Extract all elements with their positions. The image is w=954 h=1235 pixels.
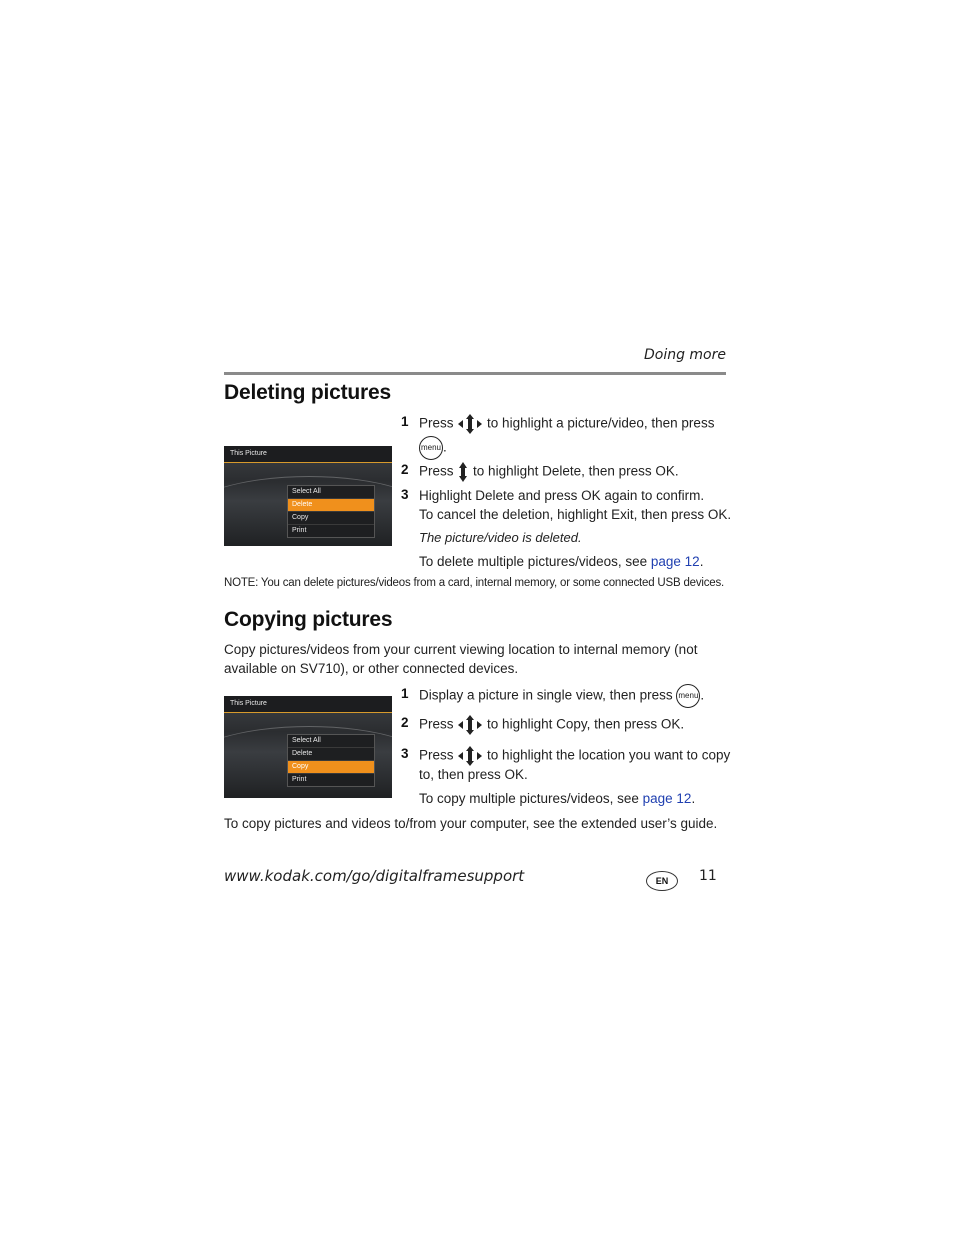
step-number: 1 — [401, 414, 409, 429]
delete-multiple: To delete multiple pictures/videos, see page 12. — [419, 554, 704, 569]
menu-item-delete: Delete — [288, 748, 374, 761]
delete-step-1: Press to highlight a picture/video, then press — [419, 413, 714, 435]
copy-step-1: Display a picture in single view, then press menu . — [419, 684, 704, 708]
page-12-link[interactable]: page 12 — [650, 554, 700, 569]
delete-result: The picture/video is deleted. — [419, 530, 582, 545]
four-way-arrow-icon — [457, 413, 483, 435]
screen-menu — [287, 734, 375, 787]
page-12-link[interactable]: page 12 — [642, 791, 692, 806]
four-way-arrow-icon — [457, 745, 483, 767]
menu-item-select-all: Select All — [288, 486, 374, 499]
four-way-arrow-icon — [457, 714, 483, 736]
screen-menu — [287, 485, 375, 538]
step-number: 1 — [401, 686, 409, 701]
step-number: 2 — [401, 715, 409, 730]
step-number: 2 — [401, 462, 409, 477]
copy-step-2: Press to highlight Copy, then press OK. — [419, 714, 684, 736]
menu-item-select-all: Select All — [288, 735, 374, 748]
screen-title: This Picture — [224, 446, 392, 463]
running-head: Doing more — [643, 347, 726, 363]
header-rule — [224, 372, 726, 375]
delete-step-2: Press to highlight Delete, then press OK. — [419, 461, 679, 483]
menu-item-copy: Copy — [288, 512, 374, 525]
copy-step-3: Press to highlight the location you want to copy — [419, 745, 730, 767]
menu-item-print: Print — [292, 776, 307, 783]
copy-intro-line2: available on SV710), or other connected devices. — [224, 661, 519, 676]
section-title-copying: Copying pictures — [224, 608, 393, 631]
page-number: 11 — [699, 868, 717, 884]
menu-item-print: Print — [292, 527, 307, 534]
copy-intro-line1: Copy pictures/videos from your current viewing location to internal memory (not — [224, 642, 698, 657]
menu-button-icon: menu — [419, 436, 443, 460]
screen-title: This Picture — [224, 696, 392, 713]
delete-note: NOTE: You can delete pictures/videos from a card, internal memory, or some connected USB devices. — [224, 577, 725, 589]
menu-item-copy: Copy — [288, 761, 374, 774]
copy-multiple: To copy multiple pictures/videos, see page 12. — [419, 791, 696, 806]
menu-button-icon: menu — [676, 684, 700, 708]
menu-item-delete: Delete — [288, 499, 374, 512]
language-badge: EN — [646, 871, 678, 891]
step-number: 3 — [401, 746, 409, 761]
step-number: 3 — [401, 487, 409, 502]
support-url[interactable]: www.kodak.com/go/digitalframesupport — [224, 867, 525, 885]
copy-menu-screenshot — [224, 696, 392, 798]
delete-menu-screenshot — [224, 446, 392, 546]
up-down-arrow-icon — [457, 461, 469, 483]
delete-step-3-line2: To cancel the deletion, highlight Exit, then press OK. — [419, 507, 732, 522]
copy-closing: To copy pictures and videos to/from your computer, see the extended user’s guide. — [224, 816, 718, 831]
delete-step-1-cont: menu . — [419, 436, 447, 460]
delete-step-3-line1: Highlight Delete and press OK again to confirm. — [419, 488, 705, 503]
section-title-deleting: Deleting pictures — [224, 381, 391, 404]
copy-step-3-line2: to, then press OK. — [419, 767, 528, 782]
